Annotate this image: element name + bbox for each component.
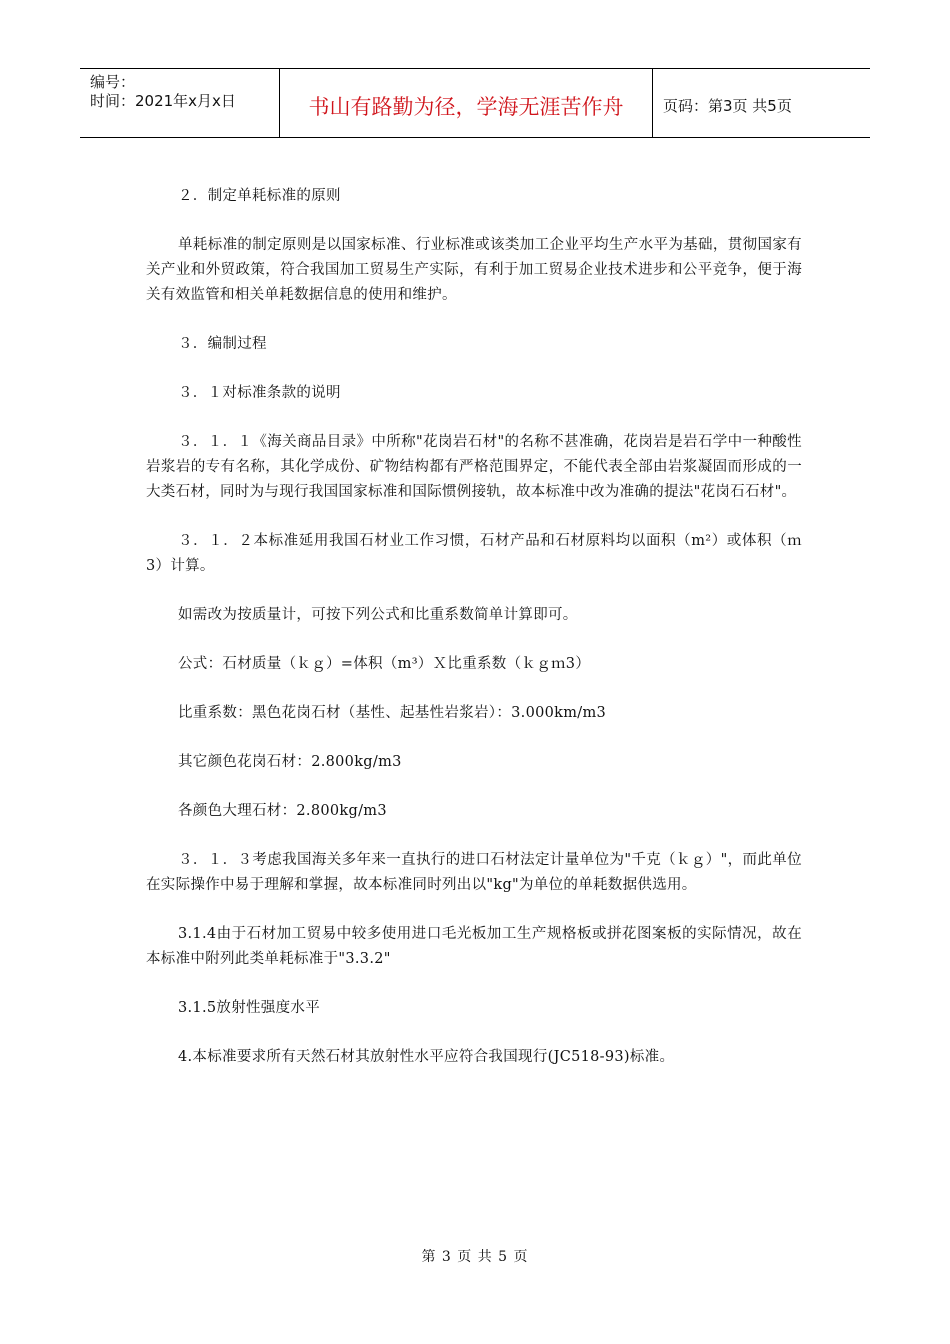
- time-label: 时间：2021年x月x日: [90, 92, 236, 110]
- number-label: 编号：: [90, 73, 136, 91]
- paragraph-4: 4.本标准要求所有天然石材其放射性水平应符合我国现行(JC518-93)标准。: [178, 1049, 675, 1065]
- paragraph-density-other: 其它颜色花岗石材：2.800kg/m3: [178, 754, 402, 770]
- paragraph-formula: 公式：石材质量（ｋｇ）=体积（m³）Ｘ比重系数（ｋｇｍ3）: [178, 656, 591, 672]
- paragraph-principle: 单耗标准的制定原则是以国家标准、行业标准或该类加工企业平均生产水平为基础，贯彻国家有关产业和外贸政策，符合我国加工贸易生产实际，有利于加工贸易企业技术进步和公平竞争，便于海关有效监管和相关单耗数据信息的使用和维护。: [146, 237, 802, 303]
- header-motto: 书山有路勤为径，学海无涯苦作舟: [280, 69, 653, 137]
- paragraph-3-1-2: ３．１．２本标准延用我国石材业工作习惯，石材产品和石材原料均以面积（m²）或体积（ｍ3）计算。: [146, 533, 802, 574]
- page-footer: 第 3 页 共 5 页: [421, 1249, 529, 1265]
- page-header: [80, 68, 870, 138]
- paragraph-3-1-5: 3.1.5放射性强度水平: [178, 1000, 320, 1016]
- paragraph-3-1-4: 3.1.4由于石材加工贸易中较多使用进口毛光板加工生产规格板或拼花图案板的实际情况，故在本标准中附列此类单耗标准于"3.3.2": [146, 926, 802, 967]
- paragraph-mass-conversion: 如需改为按质量计，可按下列公式和比重系数简单计算即可。: [178, 607, 578, 623]
- header-page-label: 页码：第3页 共5页: [663, 96, 792, 115]
- paragraph-density-marble: 各颜色大理石材：2.800kg/m3: [178, 803, 387, 819]
- paragraph-3-1-3: ３．１．３考虑我国海关多年来一直执行的进口石材法定计量单位为"千克（ｋｇ）"，而此单位在实际操作中易于理解和掌握，故本标准同时列出以"kg"为单位的单耗数据供选用。: [146, 852, 802, 893]
- document-body: [146, 184, 802, 1094]
- paragraph-density-black: 比重系数：黑色花岗石材（基性、起基性岩浆岩）：3.000km/m3: [178, 705, 607, 721]
- header-meta: [80, 69, 280, 137]
- heading-principle: ２．制定单耗标准的原则: [178, 188, 341, 204]
- paragraph-3-1-1: ３．１．１《海关商品目录》中所称"花岗岩石材"的名称不甚准确，花岗岩是岩石学中一种酸性岩浆岩的专有名称，其化学成份、矿物结构都有严格范围界定，不能代表全部由岩浆凝固而形成的一大类石材，同时为与现行我国国家标准和国际惯例接轨，故本标准中改为准确的提法"花岗石石材"。: [146, 434, 802, 500]
- heading-process: ３．编制过程: [178, 336, 267, 352]
- heading-clause-notes: ３．１对标准条款的说明: [178, 385, 341, 401]
